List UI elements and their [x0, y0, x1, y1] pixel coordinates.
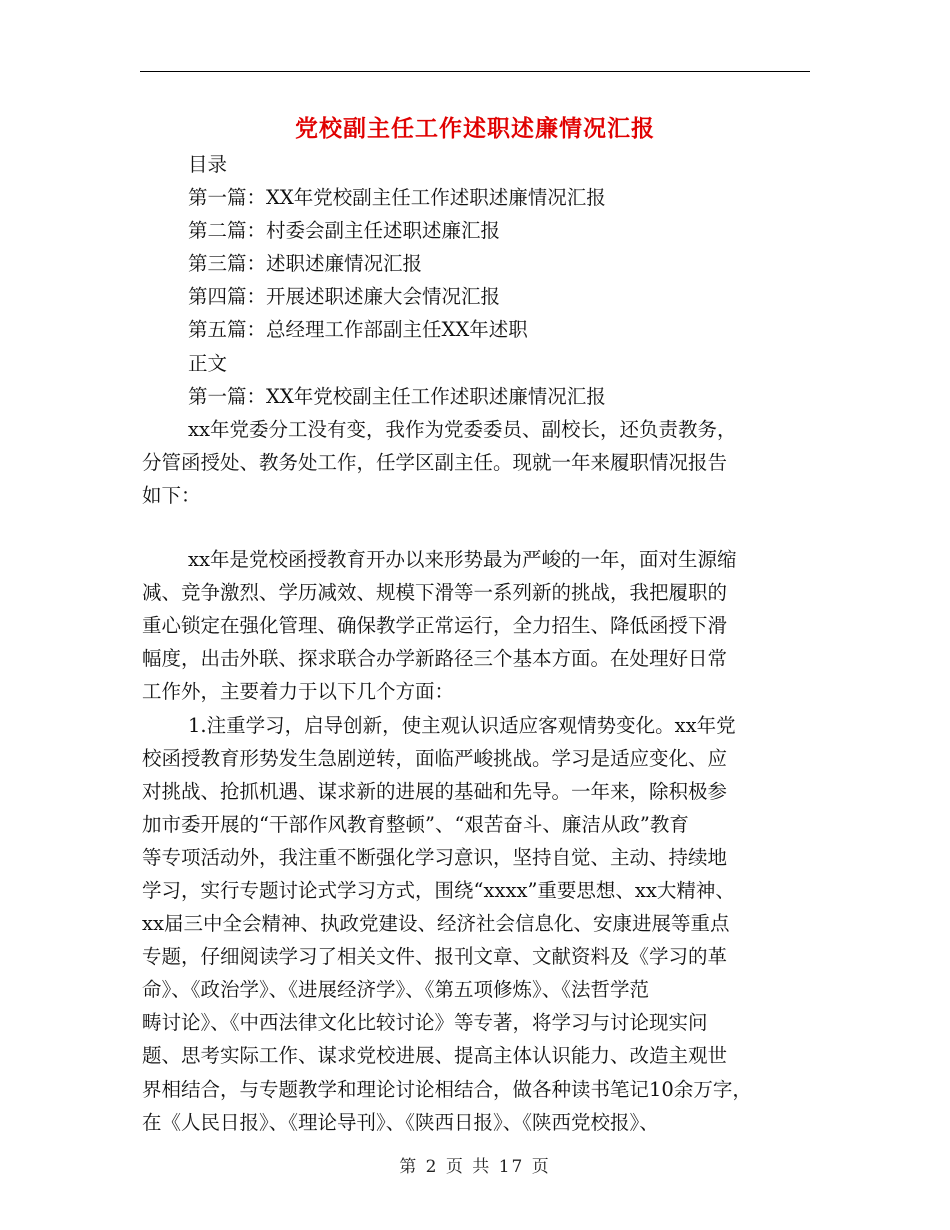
paragraph-line: 加市委开展的“干部作风教育整顿”、“艰苦奋斗、廉洁从政”教育	[142, 812, 689, 836]
toc-heading: 目录	[188, 153, 228, 176]
paragraph-line: 学习，实行专题讨论式学习方式，围绕“xxxx”重要思想、xx大精神、	[142, 878, 735, 902]
paragraph-line: 减、竞争激烈、学历减效、规模下滑等一系列新的挑战，我把履职的	[142, 581, 728, 605]
paragraph-line: xx年是党校函授教育开办以来形势最为严峻的一年，面对生源缩	[188, 548, 737, 572]
paragraph-line: 幅度，出击外联、探求联合办学新路径三个基本方面。在处理好日常	[142, 647, 728, 671]
toc-item: 第四篇：开展述职述廉大会情况汇报	[188, 285, 501, 309]
header-rule	[140, 71, 810, 72]
paragraph-line: xx届三中全会精神、执政党建设、经济社会信息化、安康进展等重点	[142, 912, 730, 936]
paragraph-line: 如下：	[142, 483, 201, 507]
paragraph-line: 题、思考实际工作、谋求党校进展、提高主体认识能力、改造主观世	[142, 1044, 728, 1068]
section-title: 第一篇：XX年党校副主任工作述职述廉情况汇报	[188, 384, 606, 408]
paragraph-line: 畴讨论》、《中西法律文化比较讨论》等专著，将学习与讨论现实问	[142, 1011, 708, 1035]
paragraph-line: 命》、《政治学》、《进展经济学》、《第五项修炼》、《法哲学范	[142, 978, 650, 1002]
page-number: 第 2 页 共 17 页	[399, 1157, 551, 1177]
paragraph	[142, 413, 810, 512]
paragraph-line: xx年党委分工没有变，我作为党委委员、副校长，还负责教务，	[188, 417, 737, 441]
paragraph-spacer	[142, 512, 810, 543]
toc-item: 第二篇：村委会副主任述职述廉汇报	[188, 219, 501, 243]
toc-item: 第一篇：XX年党校副主任工作述职述廉情况汇报	[188, 186, 606, 210]
paragraph-line: 在《人民日报》、《理论导刊》、《陕西日报》、《陕西党校报》、	[142, 1110, 659, 1134]
paragraph-line: 分管函授处、教务处工作，任学区副主任。现就一年来履职情况报告	[142, 450, 728, 474]
body-heading: 正文	[188, 351, 228, 375]
toc-item: 第五篇：总经理工作部副主任XX年述职	[188, 318, 528, 342]
paragraph	[142, 543, 810, 708]
paragraph-line: 校函授教育形势发生急剧逆转，面临严峻挑战。学习是适应变化、应	[142, 746, 728, 770]
paragraph-line: 界相结合，与专题教学和理论讨论相结合，做各种读书笔记10余万字，	[142, 1077, 752, 1101]
paragraph-line: 工作外，主要着力于以下几个方面：	[142, 680, 455, 704]
paragraph-line: 专题，仔细阅读学习了相关文件、报刊文章、文献资料及《学习的革	[142, 945, 728, 969]
document-title: 党校副主任工作述职述廉情况汇报	[295, 115, 655, 142]
paragraph-line: 等专项活动外，我注重不断强化学习意识，坚持自觉、主动、持续地	[142, 845, 728, 869]
paragraph	[142, 709, 810, 1139]
document-body	[142, 148, 810, 1139]
paragraph-line: 1.注重学习，启导创新，使主观认识适应客观情势变化。xx年党	[188, 713, 736, 737]
paragraph-line: 对挑战、抢抓机遇、谋求新的进展的基础和先导。一年来，除积极参	[142, 779, 728, 803]
paragraph-line: 重心锁定在强化管理、确保教学正常运行，全力招生、降低函授下滑	[142, 614, 728, 638]
toc-item: 第三篇：述职述廉情况汇报	[188, 252, 423, 276]
